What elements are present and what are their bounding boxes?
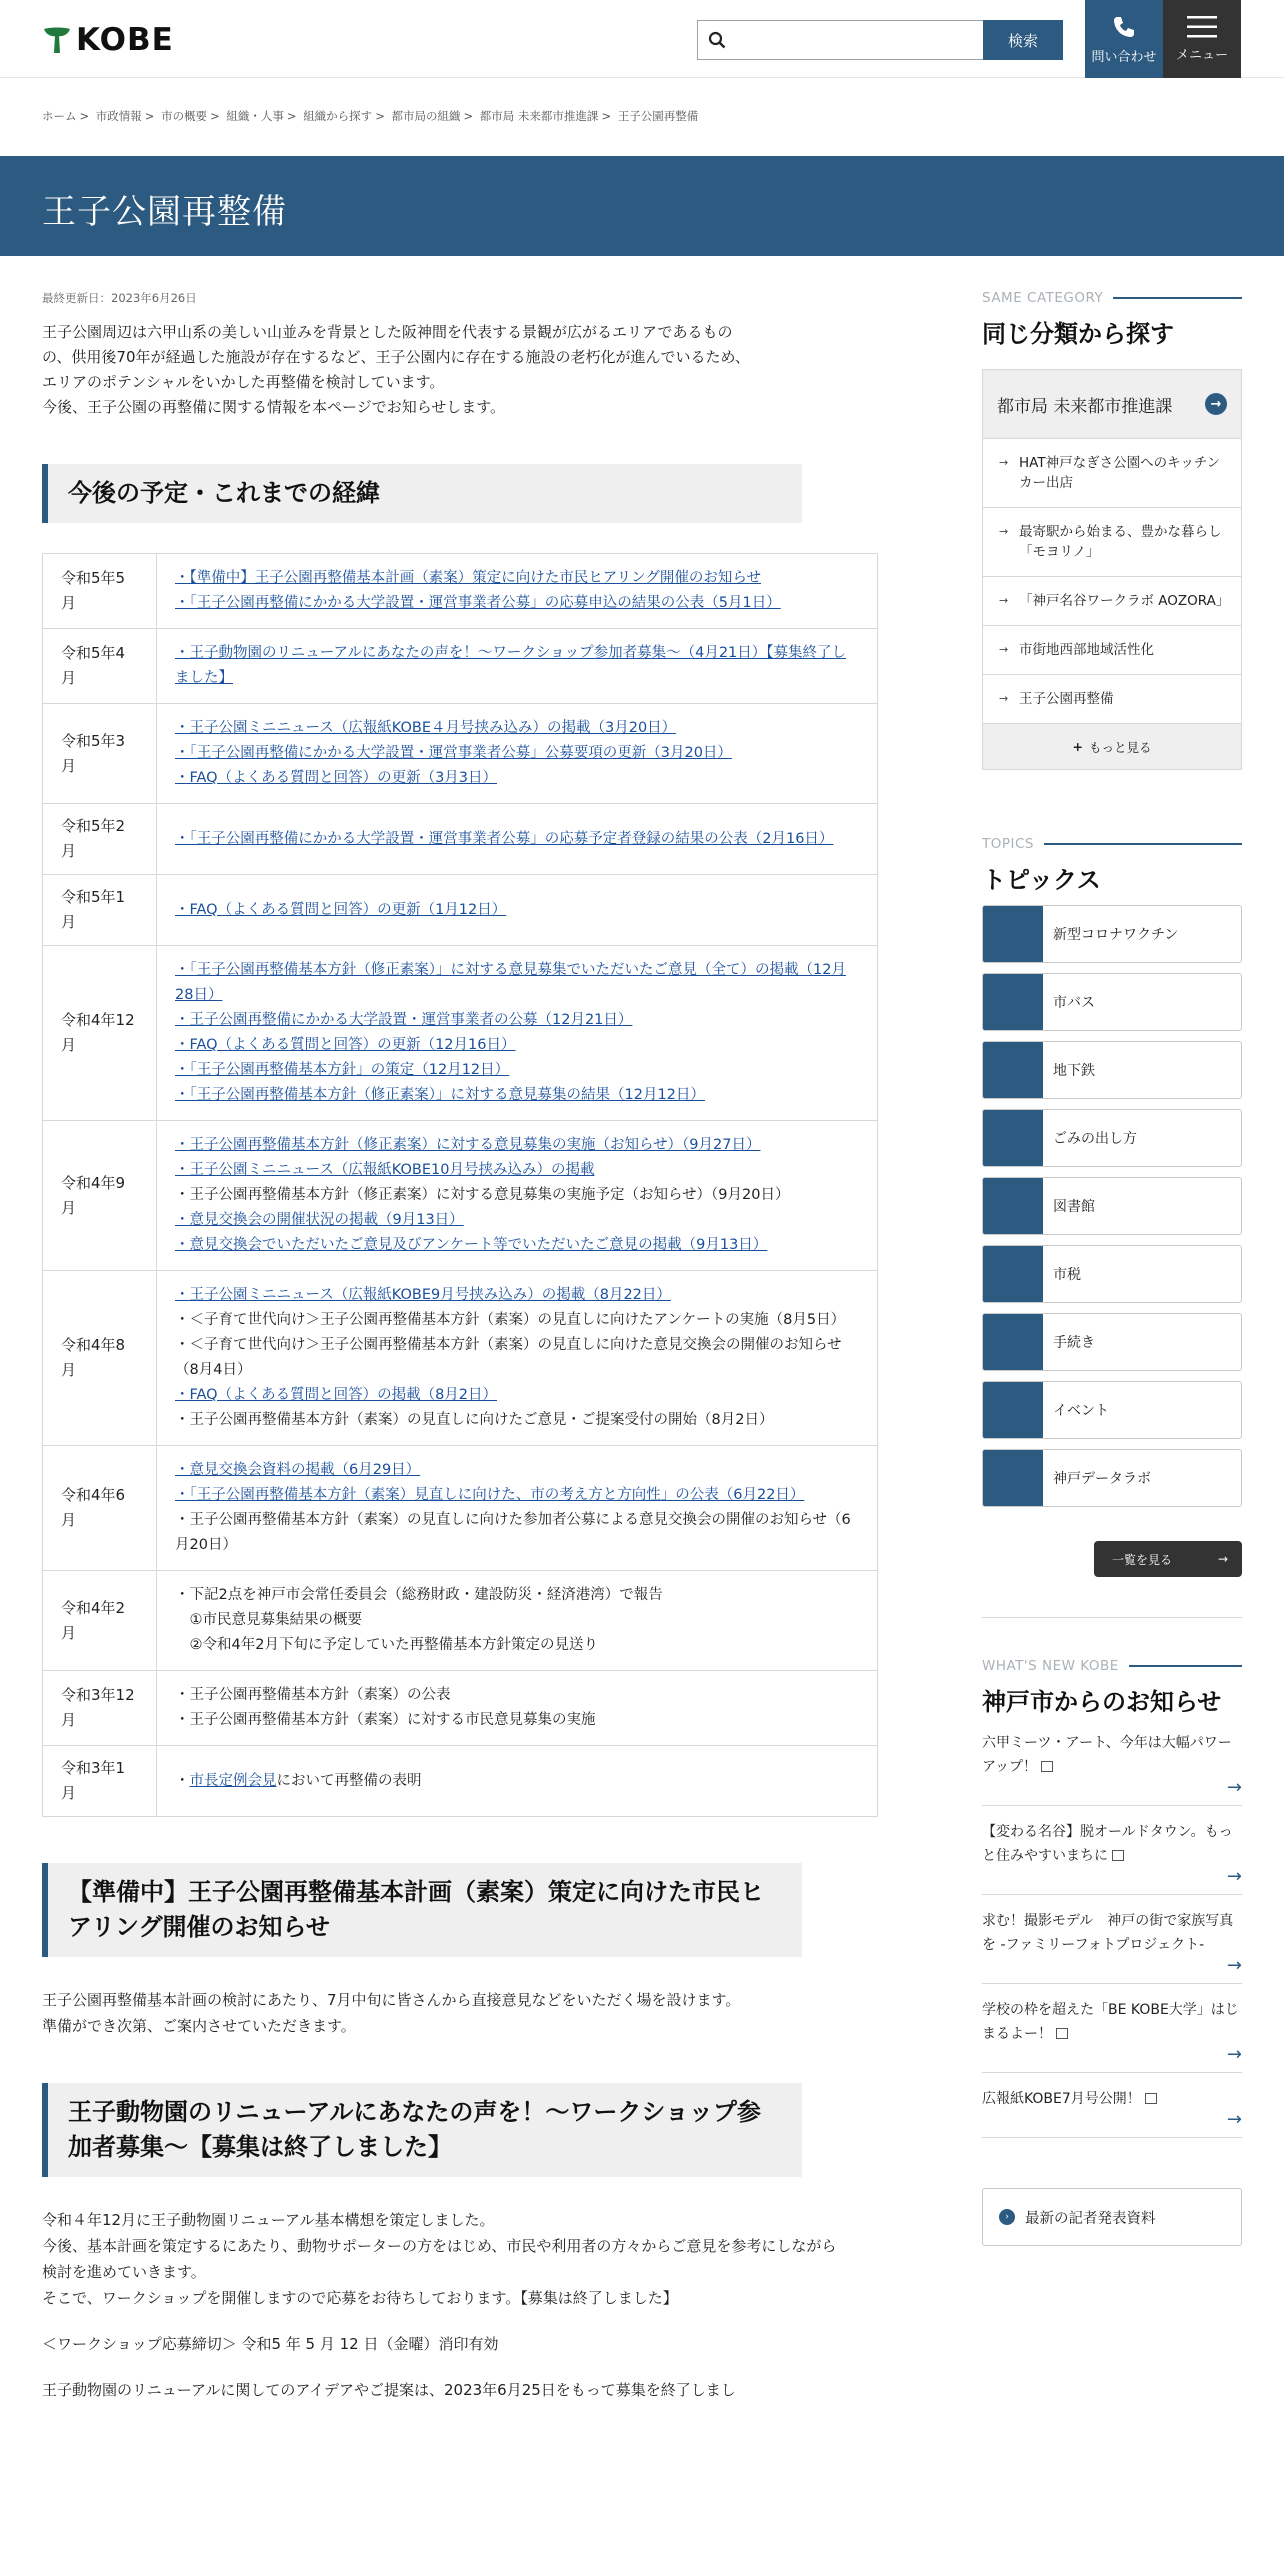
timeline-month: 令和5年1月	[43, 875, 157, 946]
topic-label: 地下鉄	[1053, 1063, 1095, 1079]
timeline-text: ・王子公園再整備基本方針（素案）の公表	[175, 1687, 451, 1703]
timeline-text: ・＜子育て世代向け＞王子公園再整備基本方針（素案）の見直しに向けたアンケートの実施（8月5日）	[175, 1312, 846, 1328]
timeline-row	[43, 554, 878, 629]
topic-item[interactable]	[982, 973, 1242, 1031]
divider	[982, 1617, 1242, 1618]
chevron-right-icon: ›	[999, 2209, 1015, 2225]
kobe-mark-icon	[42, 25, 72, 55]
timeline-row	[43, 1571, 878, 1671]
timeline-link[interactable]: ・「王子公園再整備基本方針（修正素案）」に対する意見募集の結果（12月12日）	[175, 1087, 705, 1103]
breadcrumb-item[interactable]: 都市局の組織	[391, 109, 461, 123]
view-list-button[interactable]	[1094, 1541, 1242, 1577]
menu-label: メニュー	[1175, 47, 1228, 63]
topic-tile	[983, 905, 1043, 963]
intro-line: 王子公園周辺は六甲山系の美しい山並みを背景とした阪神間を代表する景観が広がるエリアであるもの	[42, 323, 733, 341]
timeline-link[interactable]: ・「王子公園再整備基本方針（素案）見直しに向けた、市の考え方と方向性」の公表（6月22日）	[175, 1487, 805, 1503]
news-title: 神戸市からのお知らせ	[982, 1688, 1222, 1716]
timeline-row	[43, 804, 878, 875]
timeline-events	[157, 1571, 878, 1671]
hearing-heading: 【準備中】王子公園再整備基本計画（素案）策定に向けた市民ヒアリング開催のお知らせ	[42, 1863, 802, 1957]
topic-tile	[983, 1313, 1043, 1371]
timeline-link[interactable]: ・FAQ（よくある質問と回答）の掲載（8月2日）	[175, 1387, 498, 1403]
breadcrumb-item[interactable]: 組織から探す	[303, 109, 373, 123]
timeline-link[interactable]: ・FAQ（よくある質問と回答）の更新（12月16日）	[175, 1037, 516, 1053]
menu-button[interactable]	[1163, 0, 1241, 78]
topic-tile	[983, 1109, 1043, 1167]
timeline-row	[43, 875, 878, 946]
timeline-link[interactable]: ・意見交換会の開催状況の掲載（9月13日）	[175, 1212, 464, 1228]
timeline-month: 令和4年8月	[43, 1271, 157, 1446]
hearing-text	[42, 1987, 842, 2039]
zoo-text	[42, 2207, 842, 2403]
same-category-item[interactable]: → 「神戸名谷ワークラボ AOZORA」	[983, 576, 1241, 625]
arrow-right-icon: →	[1226, 2044, 1242, 2065]
timeline-link[interactable]: ・「王子公園再整備基本方針」の策定（12月12日）	[175, 1062, 510, 1078]
contact-label: 問い合わせ	[1091, 49, 1157, 65]
same-category-item[interactable]: → 最寄駅から始まる、豊かな暮らし「モヨリノ」	[983, 507, 1241, 576]
topic-tile	[983, 1245, 1043, 1303]
timeline-row	[43, 946, 878, 1121]
timeline-text: ・王子公園再整備基本方針（素案）の見直しに向けた参加者公募による意見交換会の開催のお知らせ（6月20日）	[175, 1512, 851, 1553]
timeline-events	[157, 1446, 878, 1571]
timeline-text: ・王子公園再整備基本方針（素案）に対する市民意見募集の実施	[175, 1712, 596, 1728]
timeline-row	[43, 1746, 878, 1817]
topic-label: 新型コロナワクチン	[1053, 927, 1179, 943]
breadcrumb: ホーム > 市政情報 > 市の概要 > 組織・人事 > 組織から探す > 都市局の組織 > 都市局 未来都市推進課 > 王子公園再整備	[42, 109, 699, 123]
topic-item[interactable]	[982, 1109, 1242, 1167]
topic-tile	[983, 1177, 1043, 1235]
timeline-month: 令和5年4月	[43, 629, 157, 704]
news-text: 【変わる名谷】脱オールドタウン。もっと住みやすいまちに	[982, 1824, 1233, 1864]
news-text: 広報紙KOBE7月号公開！	[982, 2091, 1141, 2107]
timeline-month: 令和5年2月	[43, 804, 157, 875]
news-item[interactable]	[982, 2073, 1242, 2138]
timeline-link[interactable]: ・【準備中】王子公園再整備基本計画（素案）策定に向けた市民ヒアリング開催のお知らせ	[175, 570, 761, 586]
timeline-month: 令和4年12月	[43, 946, 157, 1121]
topic-label: 神戸データラボ	[1053, 1471, 1151, 1487]
kobe-logo[interactable]	[42, 22, 174, 58]
view-list-label: 一覧を見る	[1112, 1552, 1173, 1567]
timeline-month: 令和4年2月	[43, 1571, 157, 1671]
external-link-icon	[1056, 2028, 1068, 2039]
news-text: 学校の枠を超えた「BE KOBE大学」はじまるよー！	[982, 2002, 1239, 2042]
timeline-table	[42, 553, 878, 1817]
topic-tile	[983, 1041, 1043, 1099]
news-item[interactable]	[982, 1717, 1242, 1806]
topic-tile	[983, 1381, 1043, 1439]
same-category-item[interactable]: → 市街地西部地域活性化	[983, 625, 1241, 674]
timeline-month: 令和5年3月	[43, 704, 157, 804]
topics-section	[982, 836, 1242, 1577]
timeline-events	[157, 554, 878, 629]
more-label: もっと見る	[1088, 739, 1152, 755]
topics-label: TOPICS	[982, 836, 1242, 852]
breadcrumb-item[interactable]: 市政情報	[95, 109, 142, 123]
topic-item[interactable]	[982, 1245, 1242, 1303]
hearing-line: 準備ができ次第、ご案内させていただきます。	[42, 2017, 356, 2035]
topics-title: トピックス	[982, 866, 1101, 894]
timeline-row	[43, 704, 878, 804]
zoo-line: 令和４年12月に王子動物園リニューアル基本構想を策定しました。	[42, 2211, 495, 2229]
news-label: WHAT'S NEW KOBE	[982, 1658, 1242, 1674]
topic-item[interactable]	[982, 905, 1242, 963]
intro-line: の、供用後70年が経過した施設が存在するなど、王子公園内に存在する施設の老朽化が進んでいるため、	[42, 348, 750, 366]
zoo-deadline: ＜ワークショップ応募締切＞ 令和5 年 5 月 12 日（金曜）消印有効	[42, 2335, 499, 2353]
news-item[interactable]	[982, 1895, 1242, 1984]
timeline-events	[157, 1671, 878, 1746]
same-category-label: SAME CATEGORY	[982, 290, 1242, 306]
breadcrumb-item[interactable]: 都市局 未来都市推進課	[479, 109, 599, 123]
timeline-link[interactable]: ・「王子公園再整備にかかる大学設置・運営事業者公募」の応募申込の結果の公表（5月1日）	[175, 595, 781, 611]
timeline-link[interactable]: ・王子動物園のリニューアルにあなたの声を！～ワークショップ参加者募集～（4月21日）【募集終了しました】	[175, 645, 847, 686]
arrow-right-icon: →	[1226, 1866, 1242, 1887]
search-form	[697, 20, 1063, 60]
timeline-text: ・	[175, 1772, 190, 1789]
topic-item[interactable]	[982, 1381, 1242, 1439]
timeline-text: ・王子公園再整備基本方針（素案）の見直しに向けたご意見・ご提案受付の開始（8月2日）	[175, 1412, 774, 1428]
hamburger-icon	[1187, 16, 1217, 38]
topic-label: 図書館	[1053, 1199, 1095, 1215]
timeline-link[interactable]: ・王子公園ミニニュース（広報紙KOBE４月号挟み込み）の掲載（3月20日）	[175, 720, 677, 736]
zoo-line: 今後、基本計画を策定するにあたり、動物サポーターの方をはじめ、市民や利用者の方々からご意見を参考にしながら検討を進めていきます。	[42, 2237, 837, 2281]
timeline-text: ①市民意見募集結果の概要	[175, 1612, 362, 1628]
sidebar	[982, 290, 1242, 2246]
topic-label: 市バス	[1053, 995, 1095, 1011]
contact-button[interactable]	[1085, 0, 1163, 78]
timeline-text: ・下記2点を神戸市会常任委員会（総務財政・建設防災・経済港湾）で報告	[175, 1587, 663, 1603]
timeline-events	[157, 804, 878, 875]
breadcrumb-item[interactable]: 組織・人事	[226, 109, 284, 123]
search-button[interactable]: 検索	[983, 20, 1063, 60]
zoo-footer: 王子動物園のリニューアルに関してのアイデアやご提案は、2023年6月25日をもって募集を終了しまし	[42, 2381, 736, 2399]
hearing-line: 王子公園再整備基本計画の検討にあたり、7月中旬に皆さんから直接意見などをいただく場を設けます。	[42, 1991, 741, 2009]
timeline-text: ・王子公園再整備基本方針（修正素案）に対する意見募集の実施予定（お知らせ）（9月20日）	[175, 1187, 790, 1203]
timeline-link[interactable]: ・FAQ（よくある質問と回答）の更新（1月12日）	[175, 901, 507, 918]
intro-text	[42, 320, 802, 420]
breadcrumb-item[interactable]: ホーム	[42, 109, 77, 123]
topic-label: ごみの出し方	[1053, 1131, 1137, 1147]
news-item[interactable]	[982, 1806, 1242, 1895]
main-content	[42, 290, 882, 2403]
schedule-heading: 今後の予定・これまでの経緯	[42, 464, 802, 523]
breadcrumb-item[interactable]: 市の概要	[161, 109, 208, 123]
more-button[interactable]	[983, 723, 1241, 769]
arrow-right-icon: →	[1226, 1777, 1242, 1798]
same-category-item[interactable]: → HAT神戸なぎさ公園へのキッチンカー出店	[983, 438, 1241, 507]
intro-line: エリアのポテンシャルをいかした再整備を検討しています。	[42, 373, 445, 391]
topic-label: 手続き	[1053, 1335, 1095, 1351]
timeline-month: 令和5年5月	[43, 554, 157, 629]
timeline-events	[157, 1746, 878, 1817]
timeline-link[interactable]: ・王子公園再整備にかかる大学設置・運営事業者の公募（12月21日）	[175, 1012, 633, 1028]
same-category-head-label: 都市局 未来都市推進課	[997, 396, 1173, 417]
timeline-link[interactable]: ・王子公園再整備基本方針（修正素案）に対する意見募集の実施（お知らせ）（9月27日）	[175, 1137, 761, 1153]
search-input[interactable]	[698, 21, 983, 59]
plus-icon: +	[1072, 739, 1083, 754]
arrow-right-icon: →	[1226, 1955, 1242, 1976]
timeline-events	[157, 875, 878, 946]
timeline-events	[157, 946, 878, 1121]
same-category-title: 同じ分類から探す	[982, 320, 1174, 348]
news-text: 六甲ミーツ・アート、今年は大幅パワーアップ！	[982, 1735, 1232, 1775]
timeline-link[interactable]: ・「王子公園再整備にかかる大学設置・運営事業者公募」公募要項の更新（3月20日）	[175, 745, 732, 761]
same-category-box	[982, 369, 1242, 770]
topic-item[interactable]	[982, 1177, 1242, 1235]
timeline-row	[43, 1671, 878, 1746]
topic-tile	[983, 973, 1043, 1031]
timeline-link[interactable]: ・意見交換会資料の掲載（6月29日）	[175, 1462, 421, 1478]
timeline-link[interactable]: ・「王子公園再整備にかかる大学設置・運営事業者公募」の応募予定者登録の結果の公表（2月16日）	[175, 830, 834, 847]
phone-icon	[1111, 14, 1137, 40]
press-release-label: 最新の記者発表資料	[1025, 2210, 1156, 2227]
intro-line: 今後、王子公園の再整備に関する情報を本ページでお知らせします。	[42, 398, 506, 416]
zoo-line: そこで、ワークショップを開催しますので応募をお待ちしております。【募集は終了しました】	[42, 2289, 678, 2307]
timeline-events	[157, 1271, 878, 1446]
timeline-link[interactable]: ・意見交換会でいただいたご意見及びアンケート等でいただいたご意見の掲載（9月13日）	[175, 1237, 768, 1253]
page-title: 王子公園再整備	[42, 192, 287, 232]
timeline-month: 令和4年6月	[43, 1446, 157, 1571]
timeline-row	[43, 1271, 878, 1446]
topic-label: イベント	[1053, 1403, 1109, 1419]
news-section	[982, 1658, 1242, 2138]
timeline-row	[43, 629, 878, 704]
timeline-link[interactable]: ・「王子公園再整備基本方針（修正素案）」に対する意見募集でいただいたご意見（全て）の掲載（12月28日）	[175, 962, 846, 1003]
timeline-month: 令和4年9月	[43, 1121, 157, 1271]
zoo-heading: 王子動物園のリニューアルにあなたの声を！～ワークショップ参加者募集～【募集は終了しました】	[42, 2083, 802, 2177]
same-category-item[interactable]: → 王子公園再整備	[983, 674, 1241, 723]
topic-label: 市税	[1053, 1267, 1081, 1283]
timeline-row	[43, 1121, 878, 1271]
arrow-right-icon: →	[1205, 393, 1227, 415]
search-box	[697, 20, 983, 60]
external-link-icon	[1145, 2093, 1157, 2104]
search-icon	[708, 31, 726, 49]
timeline-link[interactable]: ・王子公園ミニニュース（広報紙KOBE10月号挟み込み）の掲載	[175, 1162, 595, 1178]
news-item[interactable]	[982, 1984, 1242, 2073]
external-link-icon	[1112, 1850, 1124, 1861]
topic-tile	[983, 1449, 1043, 1507]
topic-item[interactable]	[982, 1449, 1242, 1507]
timeline-month: 令和3年1月	[43, 1746, 157, 1817]
timeline-events	[157, 1121, 878, 1271]
timeline-link[interactable]: ・王子公園ミニニュース（広報紙KOBE9月号挟み込み）の掲載（8月22日）	[175, 1287, 671, 1303]
arrow-right-icon: →	[1226, 2109, 1242, 2130]
title-banner	[0, 156, 1284, 256]
timeline-events	[157, 704, 878, 804]
last-updated: 最終更新日：2023年6月26日	[42, 291, 197, 305]
timeline-link[interactable]: 市長定例会見	[189, 1772, 277, 1789]
timeline-text: において再整備の表明	[276, 1772, 422, 1789]
timeline-text: ・＜子育て世代向け＞王子公園再整備基本方針（素案）の見直しに向けた意見交換会の開催のお知らせ（8月4日）	[175, 1337, 842, 1378]
timeline-events	[157, 629, 878, 704]
timeline-link[interactable]: ・FAQ（よくある質問と回答）の更新（3月3日）	[175, 770, 498, 786]
external-link-icon	[1041, 1761, 1053, 1772]
timeline-text: ②令和4年2月下旬に予定していた再整備基本方針策定の見送り	[175, 1637, 598, 1653]
press-release-button[interactable]	[982, 2188, 1242, 2246]
news-text: 求む！撮影モデル 神戸の街で家族写真を -ファミリーフォトプロジェクト-	[982, 1913, 1234, 1953]
same-category-head[interactable]	[983, 370, 1241, 438]
logo-text: KOBE	[76, 22, 174, 58]
breadcrumb-current: 王子公園再整備	[617, 109, 699, 123]
arrow-right-icon: →	[1217, 1552, 1228, 1566]
topic-item[interactable]	[982, 1041, 1242, 1099]
topic-item[interactable]	[982, 1313, 1242, 1371]
site-header	[0, 0, 1284, 78]
timeline-month: 令和3年12月	[43, 1671, 157, 1746]
timeline-row	[43, 1446, 878, 1571]
